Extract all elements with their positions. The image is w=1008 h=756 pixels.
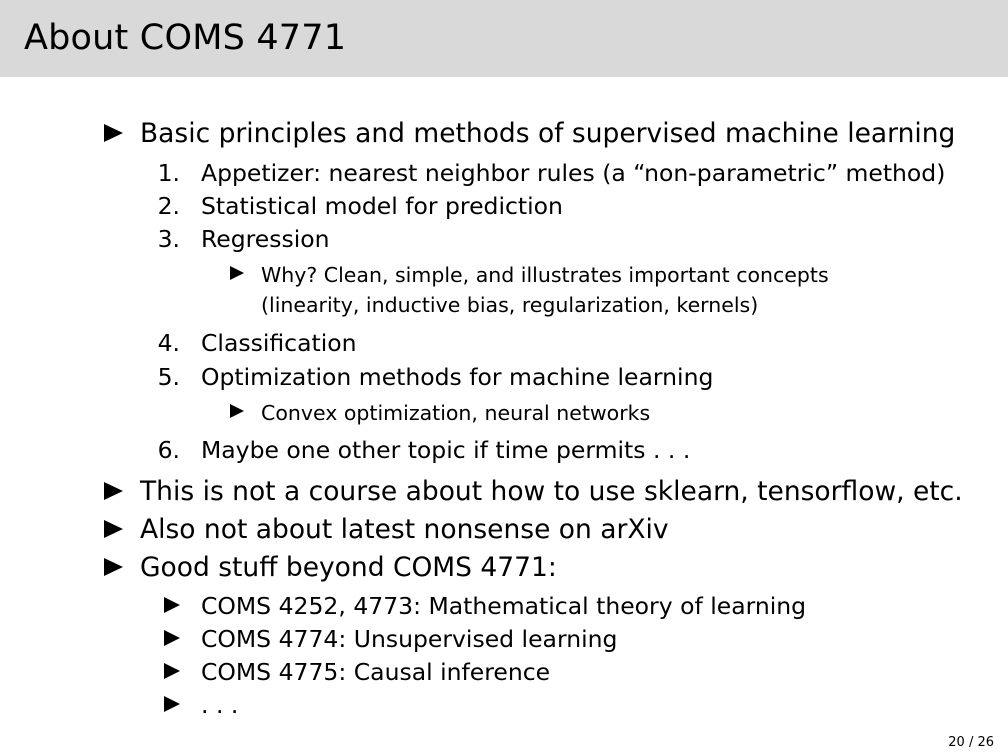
sub-item-text: (linearity, inductive bias, regularization, kernels) [261, 293, 759, 317]
bullet-text: This is not a course about how to use sklearn, tensorflow, etc. [140, 476, 963, 507]
bullet-triangle-icon [104, 558, 123, 576]
page-number: 20 / 26 [948, 735, 994, 750]
list-number: 6. [157, 436, 180, 464]
sub-item-text: Why? Clean, simple, and illustrates important concepts [261, 263, 829, 287]
list-item: Optimization methods for machine learning [201, 363, 714, 391]
list-item: Appetizer: nearest neighbor rules (a “non-parametric” method) [201, 159, 946, 187]
sub-bullet-triangle-icon [230, 266, 244, 280]
sub-item-text: . . . [201, 691, 239, 719]
sub-bullet-triangle-icon [164, 663, 180, 679]
title-bar [0, 0, 1008, 77]
bullet-triangle-icon [104, 124, 123, 142]
list-number: 3. [157, 225, 180, 253]
list-item: Statistical model for prediction [201, 192, 563, 220]
sub-bullet-triangle-icon [164, 630, 180, 646]
list-number: 1. [157, 159, 180, 187]
list-item: Maybe one other topic if time permits . . . [201, 436, 691, 464]
list-item: Regression [201, 225, 330, 253]
sub-item-text: COMS 4774: Unsupervised learning [201, 625, 618, 653]
list-number: 2. [157, 192, 180, 220]
sub-item-text: COMS 4775: Causal inference [201, 658, 551, 686]
list-number: 5. [157, 363, 180, 391]
list-number: 4. [157, 329, 180, 357]
sub-bullet-triangle-icon [164, 597, 180, 613]
bullet-triangle-icon [104, 520, 123, 538]
bullet-text: Also not about latest nonsense on arXiv [140, 514, 669, 545]
sub-bullet-triangle-icon [230, 404, 244, 418]
bullet-text: Basic principles and methods of supervised machine learning [140, 118, 956, 149]
sub-item-text: COMS 4252, 4773: Mathematical theory of learning [201, 592, 807, 620]
slide-title: About COMS 4771 [24, 18, 347, 58]
bullet-text: Good stuff beyond COMS 4771: [140, 552, 557, 583]
list-item: Classification [201, 329, 357, 357]
sub-bullet-triangle-icon [164, 696, 180, 712]
sub-item-text: Convex optimization, neural networks [261, 401, 651, 425]
bullet-triangle-icon [104, 482, 123, 500]
